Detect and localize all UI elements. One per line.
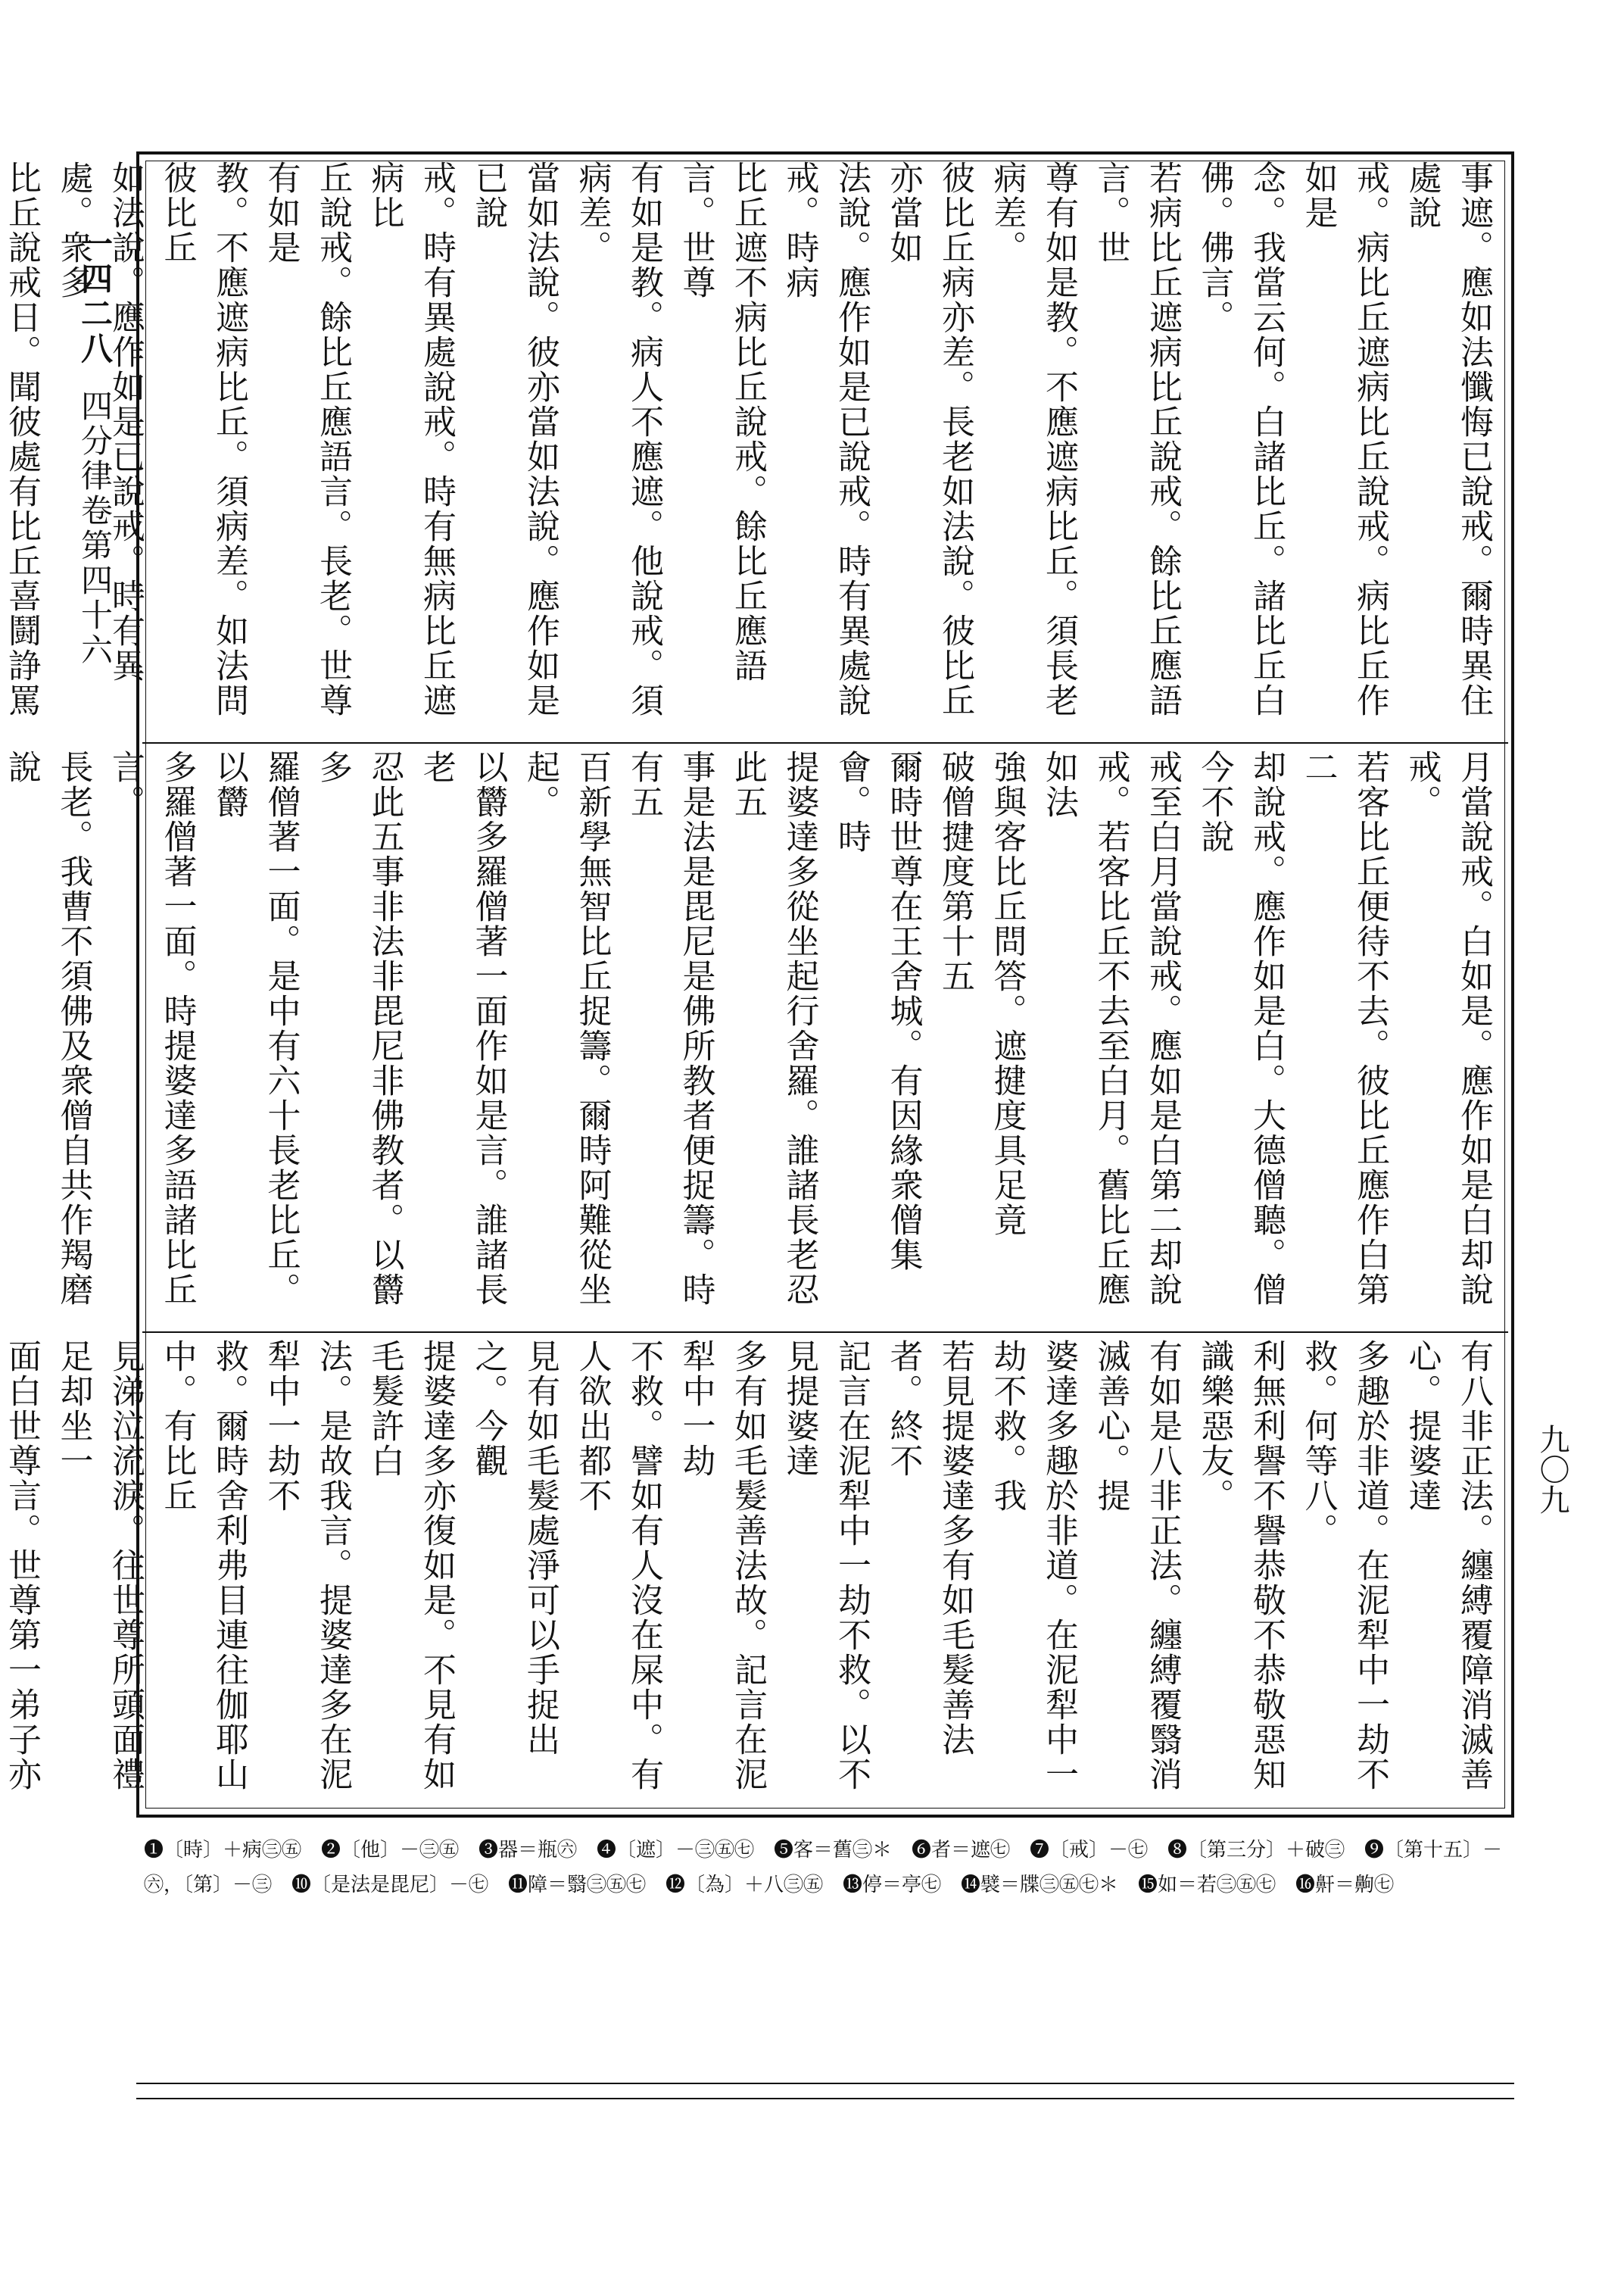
footnotes: ❶〔時〕＋病㊂㊄ ❷〔他〕－㊂㊄ ❸器＝瓶㊅ ❹〔遮〕－㊂㊄㊆ ❺客＝舊㊂＊ ❻者＝遮㊆ ❼〔戒〕－㊆ ❽〔第三分〕＋破㊂ ❾〔第十五〕－㊅，〔第〕－㊂ ❿〔是法是毘尼〕－㊆ ⓫障＝翳㊂㊄㊆ ⓬〔為〕＋八㊂㊄ ⓭停＝亭㊆ ⓮襞＝牒㊂㊄㊆＊ ⓯如＝若㊂㊄㊆ ⓰鼾＝齁㊆ <box>144 1839 1503 1896</box>
register-middle-text: 月當說戒。白如是。應作如是白却說戒。 若客比丘便待不去。彼比丘應作白第二 却說戒。應作如是白。大德僧聽。僧今不說 戒至白月當說戒。應如是白第二却說 戒。若客比丘不去至白月。舊比丘應如法 強與客比丘問答。遮揵度具足竟 破僧揵度第十五 爾時世尊在王舍城。有因緣衆僧集會。時 提婆達多從坐起行舍羅。誰諸長老忍此五 事是法是毘尼是佛所教者便捉籌。時有五 百新學無智比丘捉籌。爾時阿難從坐起。 以欝多羅僧著一面作如是言。誰諸長老 忍此五事非法非毘尼非佛教者。以欝多 羅僧著一面。是中有六十長老比丘。以欝 多羅僧著一面。時提婆達多語諸比丘言。 長老。我曹不須佛及衆僧自共作羯磨說 <box>2 750 1493 1307</box>
register-middle <box>2 750 1499 1325</box>
register-bottom <box>2 1339 1499 1809</box>
bottom-rule <box>136 2098 1514 2099</box>
page-number: 一四二八 <box>76 227 114 367</box>
register-bottom-text: 有八非正法。纏縛覆障消滅善心。提婆達 多趣於非道。在泥犁中一劫不救。何等八。 利無利譽不譽恭敬不恭敬惡知識樂惡友。 有如是八非正法。纏縛覆翳消滅善心。提 婆達多趣於非道。在泥犁中一劫不救。我 若見提婆達多有如毛髮善法者。終不 記言在泥犁中一劫不救。以不見提婆達 多有如毛髮善法故。記言在泥犁中一劫 不救。譬如有人沒在屎中。有人欲出都不 見有如毛髮處淨可以手捉出之。今觀 提婆達多亦復如是。不見有如毛髮許白 法。是故我言。提婆達多在泥犁中一劫不 救。爾時舍利弗目連往伽耶山中。有比丘 見涕泣流淚。往世尊所頭面禮足却坐一 面白世尊言。世尊第一弟子亦 <box>2 1339 1493 1792</box>
register-divider <box>142 1331 1508 1333</box>
register-top-text: 事遮。應如法懺悔已說戒。爾時異住處說 戒。病比丘遮病比丘說戒。病比丘作如是 念。我當云何。白諸比丘。諸比丘白佛。佛言。 若病比丘遮病比丘說戒。餘比丘應語言。世 尊有如是教。不應遮病比丘。須長老病差。 彼比丘病亦差。長老如法說。彼比丘亦當如 法說。應作如是已說戒。時有異處說戒。時病 比丘遮不病比丘說戒。餘比丘應語言。世尊 有如是教。病人不應遮。他說戒。須病差。 當如法說。彼亦當如法說。應作如是已說 戒。時有異處說戒。時有無病比丘遮病比 丘說戒。餘比丘應語言。長老。世尊有如是 教。不應遮病比丘。須病差。如法問彼比丘 如法說。應作如是已說戒。時有異處。衆多 比丘說戒日。聞彼處有比丘喜鬪諍罵 <box>2 161 1493 718</box>
bottom-rule <box>136 2083 1514 2084</box>
work-title: 四分律卷第四十六 <box>76 389 114 668</box>
register-divider <box>142 742 1508 744</box>
page-number-right: 九〇九 <box>1535 1424 1569 1515</box>
